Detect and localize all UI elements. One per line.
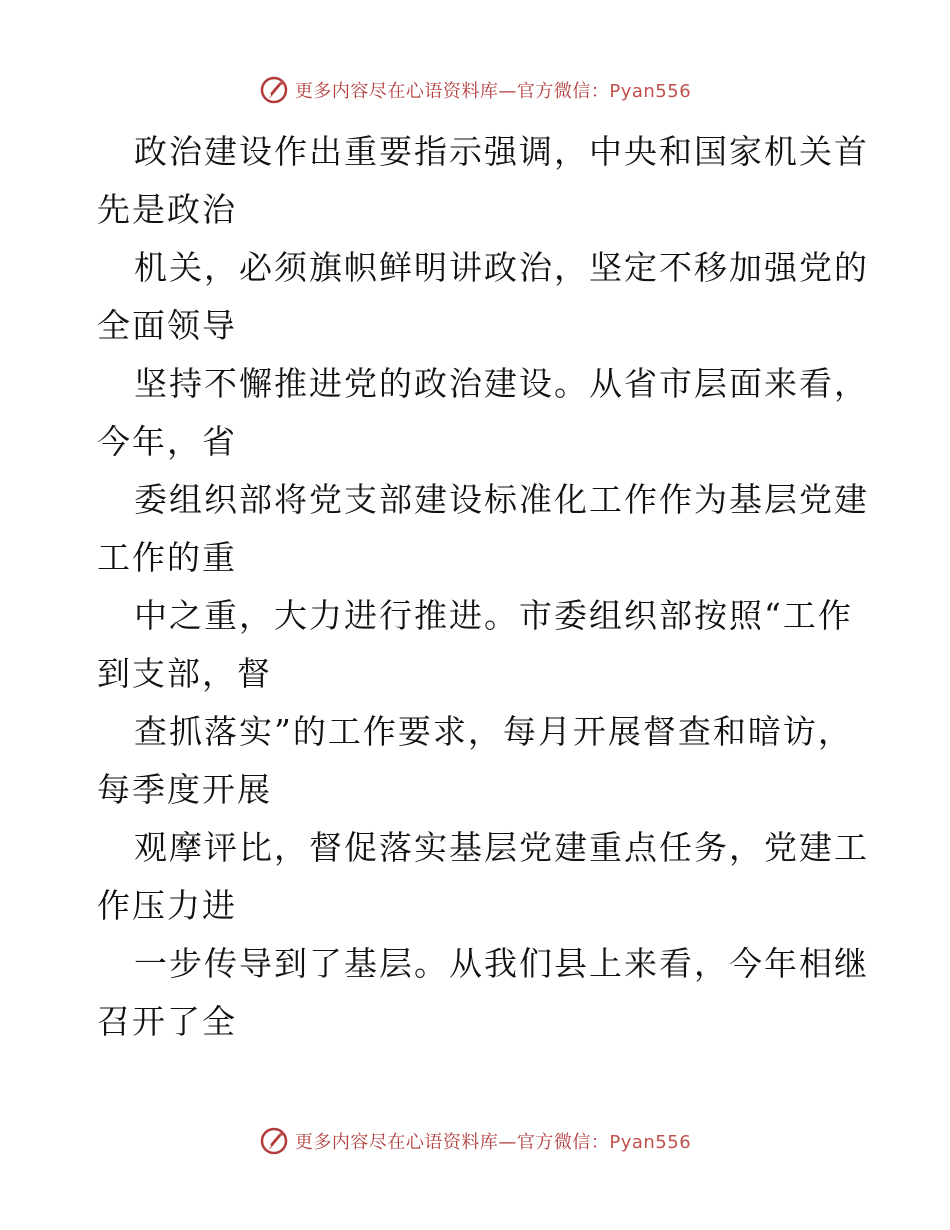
paragraph-line: 每季度开展: [97, 770, 272, 809]
paragraph: [97, 355, 869, 471]
paragraph-line: 工作的重: [97, 538, 237, 577]
paragraph-line: 一步传导到了基层。从我们县上来看，今年相继: [134, 944, 869, 983]
paragraph: [97, 703, 857, 819]
footer-banner: [0, 1121, 950, 1161]
paragraph-line: 政治建设作出重要指示强调，中央和国家机关首: [134, 132, 869, 171]
paragraph-line: 先是政治: [97, 190, 237, 229]
paragraph: [97, 239, 869, 355]
header-banner: [0, 70, 950, 110]
quill-pen-seal-icon: [259, 1126, 289, 1156]
header-wechat-id: Pyan556: [609, 81, 692, 102]
paragraph-line: 作压力进: [97, 886, 237, 925]
paragraph: [97, 935, 869, 1051]
paragraph: [97, 123, 869, 239]
paragraph-line: 今年，省: [97, 422, 237, 461]
paragraph-line: 机关，必须旗帜鲜明讲政治，坚定不移加强党的: [134, 248, 869, 287]
footer-wechat-id: Pyan556: [609, 1132, 692, 1153]
paragraph-line: 查抓落实”的工作要求，每月开展督查和暗访，: [134, 712, 853, 751]
footer-banner-text: 更多内容尽在心语资料库—官方微信：Pyan556: [294, 1132, 692, 1153]
paragraph-line: 委组织部将党支部建设标准化工作作为基层党建: [134, 480, 869, 519]
paragraph-line: 坚持不懈推进党的政治建设。从省市层面来看，: [134, 364, 869, 403]
header-banner-text: 更多内容尽在心语资料库—官方微信：Pyan556: [294, 81, 692, 102]
paragraph-line: 到支部，督: [97, 654, 272, 693]
paragraph: [97, 819, 869, 935]
paragraph-line: 观摩评比，督促落实基层党建重点任务，党建工: [134, 828, 869, 867]
document-body: [97, 123, 869, 1051]
paragraph-line: 召开了全: [97, 1002, 237, 1041]
paragraph: [97, 471, 869, 587]
quill-pen-seal-icon: [259, 75, 289, 105]
paragraph-line: 中之重，大力进行推进。市委组织部按照“工作: [134, 596, 853, 635]
paragraph-line: 全面领导: [97, 306, 237, 345]
paragraph: [97, 587, 857, 703]
